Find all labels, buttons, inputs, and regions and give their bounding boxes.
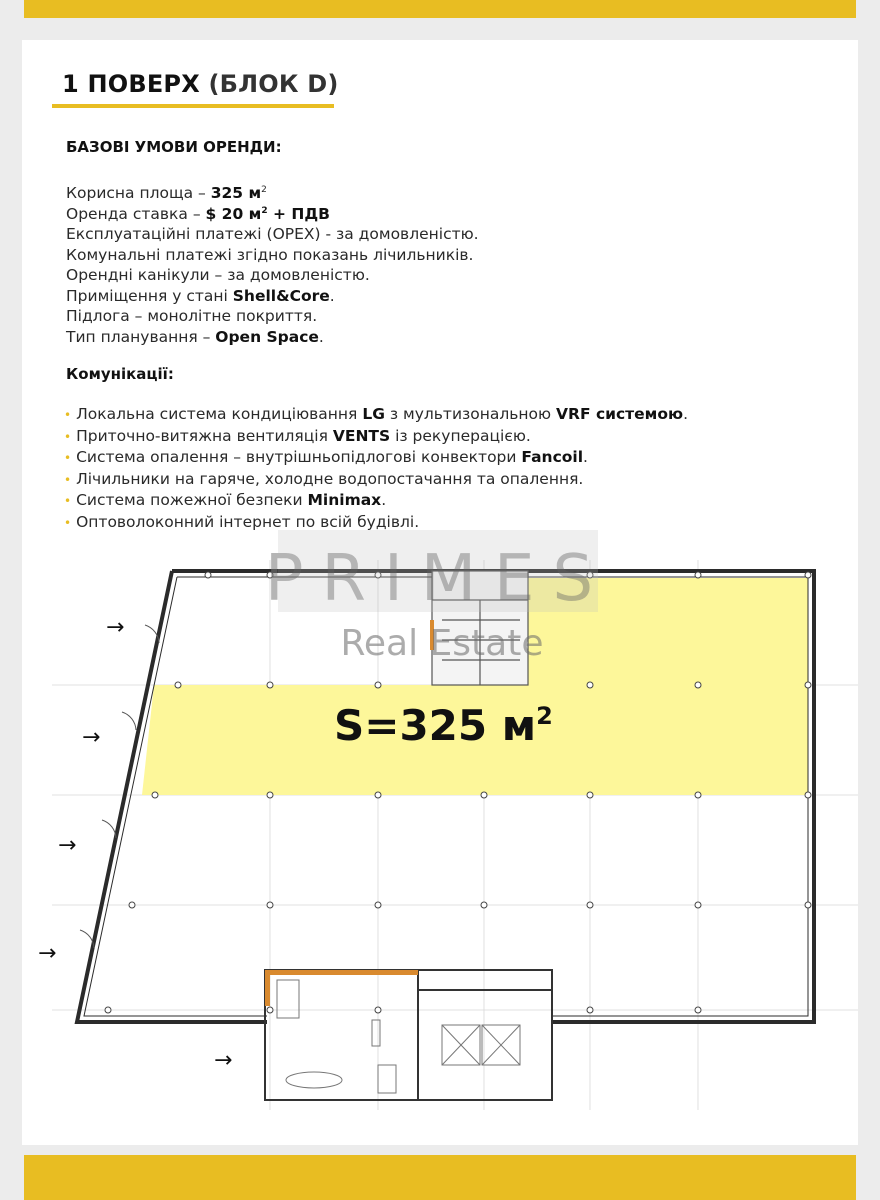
entrance-arrow-icon: → — [106, 615, 125, 640]
entrance-arrow-icon: → — [58, 833, 77, 858]
entrance-arrow-icon: → — [38, 941, 57, 966]
brochure-page — [22, 40, 858, 1145]
title-underline — [52, 104, 334, 108]
base-terms-list — [66, 183, 479, 347]
page-title — [62, 70, 339, 98]
term-layout: Тип планування – Open Space. — [66, 327, 324, 346]
top-accent-band — [24, 0, 856, 18]
entrance-arrow-icon: → — [214, 1048, 233, 1073]
page-title-floor: 1 ПОВЕРХ — [62, 70, 200, 98]
comm-ventilation: • Приточно-витяжна вентиляція VENTS із рекуперацією. — [64, 426, 531, 445]
term-utilities: Комунальні платежі згідно показань лічильників. — [66, 245, 474, 264]
term-condition: Приміщення у стані Shell&Core. — [66, 286, 335, 305]
term-opex: Експлуатаційні платежі (OPEX) - за домовленістю. — [66, 225, 479, 243]
bullet-icon: • — [64, 451, 72, 465]
area-label: S=325 $м^2$ — [334, 701, 553, 750]
base-terms-title: БАЗОВІ УМОВИ ОРЕНДИ: — [66, 138, 282, 156]
bullet-icon: • — [64, 515, 72, 530]
bullet-icon: • — [64, 472, 72, 487]
comm-fire-safety: • Система пожежної безпеки Minimax. — [64, 491, 387, 509]
service-block-accent — [265, 970, 418, 975]
communications-title: Комунікації: — [66, 365, 174, 383]
bullet-icon: • — [64, 494, 72, 508]
term-holidays: Орендні канікули – за домовленістю. — [66, 266, 370, 284]
service-block — [265, 970, 552, 1100]
bullet-icon: • — [64, 408, 72, 422]
comm-heating: • Система опалення – внутрішньопідлогові конвектори Fancoil. — [64, 448, 588, 466]
comm-meters: • Лічильники на гаряче, холодне водопостачання та опалення. — [64, 469, 584, 488]
comm-air-conditioning: • Локальна система кондиціювання LG з мультизональною VRF системою. — [64, 405, 689, 423]
bullet-icon: • — [64, 429, 72, 444]
term-rate: Оренда ставка – $ 20 $м^2$ + ПДВ — [66, 204, 330, 223]
term-floor: Підлога – монолітне покриття. — [66, 307, 318, 325]
floor-plan — [22, 530, 858, 1140]
bottom-accent-band — [24, 1155, 856, 1200]
term-area: Корисна площа – 325 $м^2$ — [66, 184, 267, 202]
page-title-block: (БЛОК D) — [208, 70, 339, 98]
entrance-arrow-icon: → — [82, 725, 101, 750]
comm-internet: • Оптоволоконний інтернет по всій будівлі. — [64, 512, 420, 531]
area-value: 325 м — [210, 184, 262, 202]
communications-list — [64, 404, 688, 533]
lift-shafts — [277, 980, 520, 1093]
watermark-subtitle: Real Estate — [340, 623, 544, 664]
watermark-brand: PRIMES — [264, 542, 612, 616]
rate-value: $ 20 $м^2$ + ПДВ — [205, 204, 330, 223]
